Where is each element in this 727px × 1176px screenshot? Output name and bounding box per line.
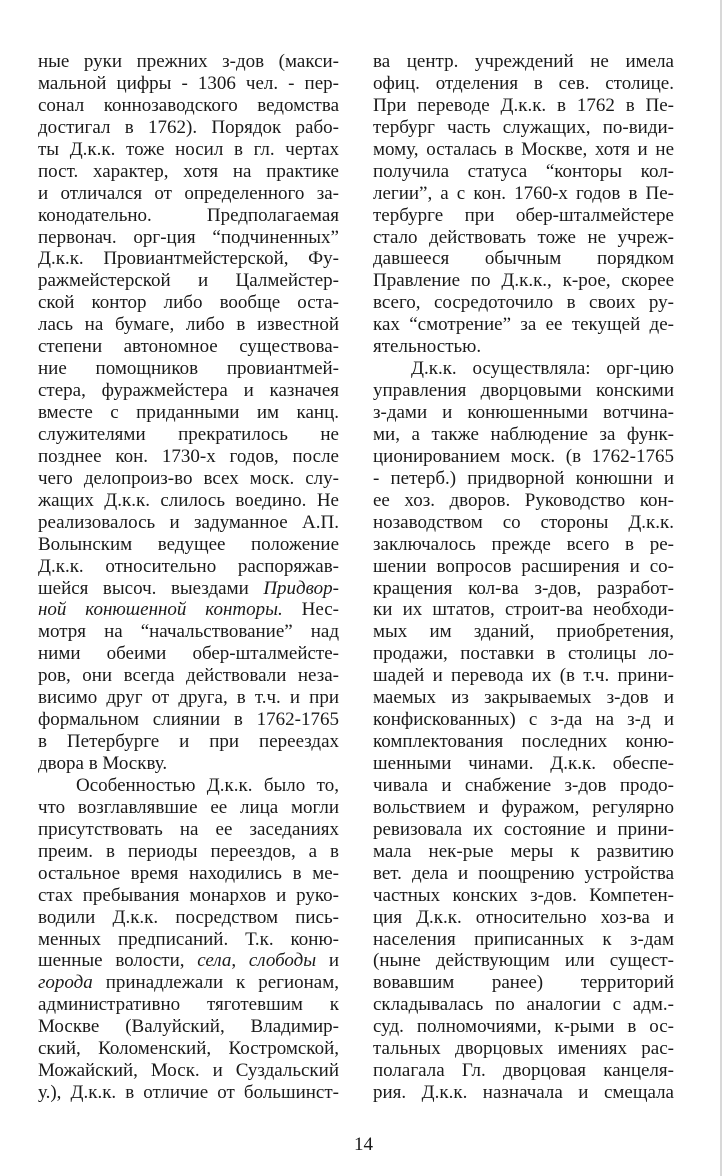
text-line: жащих Д.к.к. слилось воедино. Не — [38, 489, 339, 511]
text-line: мых им зданий, приобретения, — [373, 621, 674, 643]
text-segment: принадлежали к регионам, — [92, 972, 339, 994]
text-line: пост. характер, хотя на практике — [38, 160, 339, 182]
text-line: шении вопросов расширения и со- — [373, 555, 674, 577]
text-line: преим. в периоды переездов, а в — [38, 840, 339, 862]
italic-text-segment: города — [38, 972, 93, 994]
text-line: рия. Д.к.к. назначала и смещала — [373, 1082, 674, 1104]
text-line: При переводе Д.к.к. в 1762 в Пе- — [373, 94, 674, 116]
text-line: тербург часть служащих, по-види- — [373, 116, 674, 138]
text-line: ними обеими обер-шталмейсте- — [38, 643, 339, 665]
text-line: реализовалось и задуманное А.П. — [38, 511, 339, 533]
text-line: чивала и снабжение з-дов продо- — [373, 774, 674, 796]
text-line: полагала Гл. дворцовая канцеля- — [373, 1060, 674, 1082]
text-line: ской контор либо вообще оста- — [38, 292, 339, 314]
text-line: стало действовать тоже не учреж- — [373, 226, 674, 248]
text-line: первонач. орг-ция “подчиненных” — [38, 226, 339, 248]
text-line: складывалась по аналогии с адм.- — [373, 994, 674, 1016]
text-line: ция Д.к.к. относительно хоз-ва и — [373, 906, 674, 928]
text-segment: , — [231, 950, 249, 972]
text-line: ты Д.к.к. тоже носил в гл. чертах — [38, 138, 339, 160]
text-segment: Нес- — [282, 599, 340, 621]
text-line: чего делопроиз-во всех моск. слу- — [38, 467, 339, 489]
text-line: водили Д.к.к. посредством пись- — [38, 906, 339, 928]
text-line: мотря на “начальствование” над — [38, 621, 339, 643]
page-number: 14 — [354, 1134, 373, 1155]
text-line: формальном слиянии в 1762-1765 — [38, 709, 339, 731]
text-segment: шенные волости, — [38, 950, 198, 972]
text-line: Можайский, Моск. и Суздальский — [38, 1060, 339, 1082]
text-line: тальных дворцовых имениях рас- — [373, 1038, 674, 1060]
text-line — [38, 950, 339, 972]
text-line: служителями прекратилось не — [38, 423, 339, 445]
text-line: комплектования последних коню- — [373, 731, 674, 753]
text-line: кращения кол-ва з-дов, разработ- — [373, 577, 674, 599]
text-line: Москве (Валуйский, Владимир- — [38, 1016, 339, 1038]
text-line: двора в Москву. — [38, 753, 168, 774]
text-line: Правление по Д.к.к., к-рое, скорее — [373, 270, 674, 292]
text-line: (ныне действующим или сущест- — [373, 950, 674, 972]
text-line: достигал в 1762). Порядок рабо- — [38, 116, 339, 138]
text-line: всего, сосредоточило в своих ру- — [373, 292, 674, 314]
text-line: Д.к.к. осуществляла: орг-цию — [411, 358, 674, 380]
italic-text-segment: Придвор- — [263, 577, 339, 599]
text-line: ми, а также наблюдение за функ- — [373, 423, 674, 445]
text-line: Д.к.к. относительно распоряжав- — [38, 555, 339, 577]
text-line: конодательно. Предполагаемая — [38, 204, 339, 226]
text-line: остальное время находились в ме- — [38, 862, 339, 884]
text-line: нозаводством со стороны Д.к.к. — [373, 511, 674, 533]
text-line: Особенностью Д.к.к. было то, — [76, 774, 339, 796]
text-line: ский, Коломенский, Костромской, — [38, 1038, 339, 1060]
text-line: менных предписаний. Т.к. коню- — [38, 928, 339, 950]
text-line: суд. полномочиями, к-рыми в ос- — [373, 1016, 674, 1038]
text-line: маемых из закрываемых з-дов и — [373, 687, 674, 709]
text-line: ные руки прежних з-дов (макси- — [38, 51, 339, 72]
text-line: стах пребывания монархов и руко- — [38, 884, 339, 906]
text-line: и отличался от определенного за- — [38, 182, 339, 204]
text-line: мому, осталась в Москве, хотя и не — [373, 138, 674, 160]
text-line: ки их штатов, строит-ва необходи- — [373, 599, 674, 621]
text-line: что возглавлявшие ее лица могли — [38, 796, 339, 818]
text-line: висимо друг от друга, в т.ч. и при — [38, 687, 339, 709]
text-line: з-дами и конюшенными вотчина- — [373, 402, 674, 423]
text-line: продажи, поставки в столицы ло- — [373, 643, 674, 665]
text-line: сонал коннозаводского ведомства — [38, 94, 339, 116]
text-line: вовавшим ранее) территорий — [373, 972, 674, 994]
text-line: ее хоз. дворов. Руководство кон- — [373, 489, 674, 511]
text-line — [38, 972, 339, 994]
text-line: вет. дела и поощрению устройства — [373, 862, 674, 884]
text-line: в Петербурге и при переездах — [38, 731, 339, 753]
text-line: присутствовать на ее заседаниях — [38, 818, 339, 840]
text-line — [38, 578, 339, 600]
text-line: ятельностью. — [373, 336, 482, 358]
text-line: позднее кон. 1730-х годов, после — [38, 445, 339, 467]
text-line: шадей и перевода их (в т.ч. прини- — [373, 665, 674, 687]
text-line: шенными чинами. Д.к.к. обеспе- — [373, 753, 674, 774]
text-line: у.), Д.к.к. в отличие от большинст- — [38, 1082, 339, 1104]
text-line: получила статуса “конторы кол- — [373, 160, 674, 182]
text-line: тербурге при обер-шталмейстере — [373, 204, 674, 226]
text-line: частных конских з-дов. Компетен- — [373, 884, 674, 906]
text-line: ревизовала их состояние и прини- — [373, 818, 674, 840]
text-segment: и — [316, 950, 339, 972]
text-line: Волынским ведущее положение — [38, 533, 339, 555]
italic-text-segment: ной конюшенной конторы. — [38, 599, 283, 621]
text-line: ва центр. учреждений не имела — [373, 51, 674, 72]
right-text-column — [373, 51, 674, 1104]
text-line: Д.к.к. Провиантмейстерской, Фу- — [38, 248, 339, 270]
text-line: конфискованных) с з-да на з-д и — [373, 709, 674, 731]
text-line: вместе с приданными им канц. — [38, 402, 339, 423]
text-segment: шейся высоч. выездами — [38, 577, 264, 599]
text-line: заключалось прежде всего в ре- — [373, 533, 674, 555]
text-line: мальной цифры - 1306 чел. - пер- — [38, 72, 339, 94]
text-line: давшееся обычным порядком — [373, 248, 674, 270]
text-line: офиц. отделения в сев. столице. — [373, 72, 674, 94]
text-line: стера, фуражмейстера и казначея — [38, 380, 339, 402]
text-line: вольствием и фуражом, регулярно — [373, 796, 674, 818]
italic-text-segment: села — [197, 950, 232, 972]
text-line: степени автономное существова- — [38, 336, 339, 358]
text-line: ние помощников провиантмей- — [38, 358, 339, 380]
text-line: - петерб.) придворной конюшни и — [373, 467, 674, 489]
text-line: административно тяготевшим к — [38, 994, 339, 1016]
scan-edge-divider — [720, 0, 722, 1176]
text-line: мала нек-рые меры к развитию — [373, 840, 674, 862]
left-text-column — [38, 51, 339, 1104]
text-line: лась на бумаге, либо в известной — [38, 314, 339, 336]
text-line: ров, они всегда действовали неза- — [38, 665, 339, 687]
text-line: управления дворцовыми конскими — [373, 380, 674, 402]
text-line: ражмейстерской и Цалмейстер- — [38, 270, 339, 292]
text-line: легии”, а с кон. 1760-х годов в Пе- — [373, 182, 674, 204]
text-line — [38, 599, 339, 621]
italic-text-segment: слободы — [248, 950, 317, 972]
text-line: населения приписанных к з-дам — [373, 928, 674, 950]
text-line: ках “смотрение” за ее текущей де- — [373, 314, 674, 336]
text-line: ционированием моск. (в 1762-1765 — [373, 445, 674, 467]
